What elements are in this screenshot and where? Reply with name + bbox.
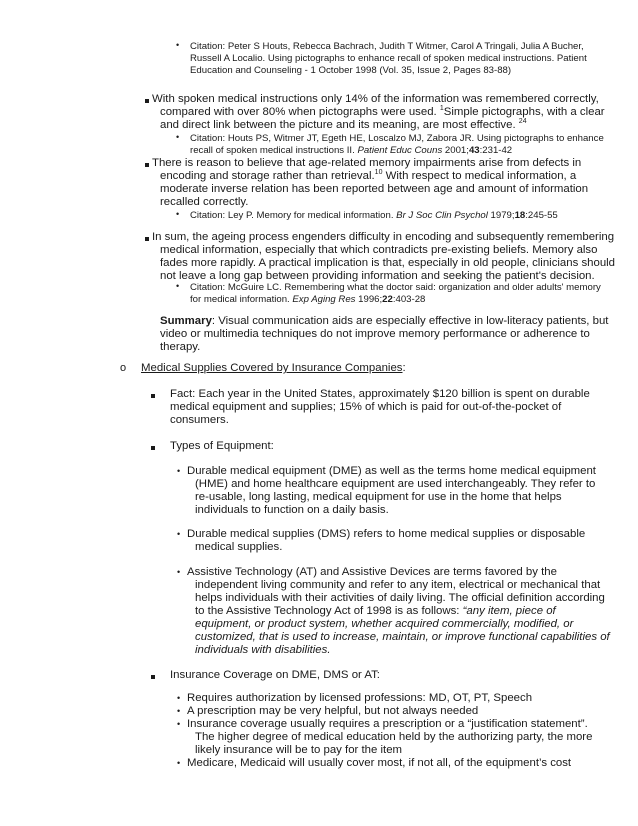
- age-memory-line-3: moderate inverse relation has been reported between age and amount of information: [160, 183, 589, 195]
- bullet-dot-icon: •: [177, 693, 181, 703]
- bullet-dot-icon: •: [176, 209, 180, 219]
- bullet-dot-icon: •: [177, 466, 181, 476]
- citation-line: Citation: Houts PS, Witmer JT, Egeth HE, Loscalzo MJ, Zabora JR. Using pictographs to enhance: [190, 133, 604, 144]
- citation-line: recall of spoken medical instructions II. Patient Educ Couns 2001;43:231-42: [190, 145, 513, 156]
- bullet-dot-icon: •: [177, 758, 181, 768]
- dms-line-2: medical supplies.: [195, 541, 283, 553]
- square-bullet-icon: [151, 446, 155, 450]
- citation-line: Citation: McGuire LC. Remembering what the doctor said: organization and older adults' memory: [190, 282, 601, 293]
- coverage-item-cont: The higher degree of medical education held by the authorizing party, the more: [195, 731, 593, 743]
- ageing-line-2: medical information, especially that which contradicts pre-existing beliefs. Memory also: [160, 244, 598, 256]
- ageing-line-4: not leave a long gap between providing information and seeking the patient's decision.: [160, 270, 595, 282]
- coverage-heading: Insurance Coverage on DME, DMS or AT:: [170, 669, 380, 681]
- square-bullet-icon: [145, 99, 149, 103]
- dms-line-1: Durable medical supplies (DMS) refers to home medical supplies or disposable: [187, 528, 586, 540]
- types-heading: Types of Equipment:: [170, 440, 274, 452]
- age-memory-line-4: recalled correctly.: [160, 196, 249, 208]
- at-line-6: customized, that is used to increase, maintain, or improve functional capabilities of: [195, 631, 610, 643]
- fact-line-1: Fact: Each year in the United States, approximately $120 billion is spent on durable: [170, 388, 590, 400]
- at-line-1: Assistive Technology (AT) and Assistive Devices are terms favored by the: [187, 566, 557, 578]
- fact-line-2: medical equipment and supplies; 15% of which is paid for out-of-the-pocket of: [170, 401, 562, 413]
- at-line-3: helps individuals with their activities of daily living. The official definition according: [195, 592, 605, 604]
- dme-line-4: individuals to function on a daily basis.: [195, 504, 389, 516]
- bullet-dot-icon: •: [176, 132, 180, 142]
- summary-line-3: therapy.: [160, 341, 201, 353]
- citation-line: for medical information. Exp Aging Res 1996;22:403-28: [190, 294, 426, 305]
- age-memory-line-1: There is reason to believe that age-related memory impairments arise from defects in: [152, 157, 582, 169]
- circle-bullet-icon: o: [120, 362, 127, 374]
- square-bullet-icon: [151, 394, 155, 398]
- dme-line-3: re-usable, long lasting, medical equipment for use in the home that helps: [195, 491, 562, 503]
- age-memory-line-2: encoding and storage rather than retrieval.$^{10}$ With respect to medical information, a: [160, 169, 577, 182]
- dme-line-2: (HME) and home healthcare equipment are used interchangeably. They refer to: [195, 478, 596, 490]
- coverage-item: A prescription may be very helpful, but not always needed: [187, 705, 479, 717]
- bullet-dot-icon: •: [177, 567, 181, 577]
- pictographs-line-3: and direct link between the picture and its meaning, are most effective. $^{24}$: [160, 118, 527, 131]
- summary-line-2: video or multimedia techniques do not improve memory performance or adherence to: [160, 328, 590, 340]
- square-bullet-icon: [151, 675, 155, 679]
- coverage-item: Insurance coverage usually requires a prescription or a “justification statement”.: [187, 718, 588, 730]
- citation-line: Citation: Peter S Houts, Rebecca Bachrach, Judith T Witmer, Carol A Tringali, Julia A Bucher,: [190, 41, 584, 52]
- coverage-item: Requires authorization by licensed professions: MD, OT, PT, Speech: [187, 692, 533, 704]
- ageing-line-1: In sum, the ageing process engenders difficulty in encoding and subsequently remembering: [152, 231, 615, 243]
- bullet-dot-icon: •: [177, 706, 181, 716]
- fact-line-3: consumers.: [170, 414, 229, 426]
- at-line-5: equipment, or product system, whether acquired commercially, modified, or: [195, 618, 574, 630]
- coverage-item-cont: likely insurance will be to pay for the item: [195, 744, 403, 756]
- bullet-dot-icon: •: [176, 281, 180, 291]
- citation-line: Education and Counseling - 1 October 1998 (Vol. 35, Issue 2, Pages 83-88): [190, 65, 512, 76]
- coverage-item: Medicare, Medicaid will usually cover most, if not all, of the equipment’s cost: [187, 757, 572, 769]
- dme-line-1: Durable medical equipment (DME) as well as the terms home medical equipment: [187, 465, 596, 477]
- pictographs-line-1: With spoken medical instructions only 14% of the information was remembered correctly,: [152, 93, 599, 105]
- bullet-dot-icon: •: [177, 719, 181, 729]
- at-line-7: individuals with disabilities.: [195, 644, 331, 656]
- pictographs-line-2: compared with over 80% when pictographs were used. $^1$Simple pictographs, with a clear: [160, 105, 605, 118]
- citation-line: Citation: Ley P. Memory for medical information. Br J Soc Clin Psychol 1979;18:245-55: [190, 210, 558, 221]
- bullet-dot-icon: •: [176, 40, 180, 50]
- bullet-dot-icon: •: [177, 529, 181, 539]
- section-heading: Medical Supplies Covered by Insurance Companies:: [141, 362, 406, 374]
- at-line-4: to the Assistive Technology Act of 1998 is as follows: “any item, piece of: [195, 605, 556, 617]
- square-bullet-icon: [145, 237, 149, 241]
- at-line-2: independent living community and refer to any item, electrical or mechanical that: [195, 579, 601, 591]
- square-bullet-icon: [145, 163, 149, 167]
- ageing-line-3: fades more rapidly. A practical implication is that, especially in old people, clinicians should: [160, 257, 616, 269]
- summary-line-1: Summary: Visual communication aids are especially effective in low-literacy patients, but: [160, 315, 609, 327]
- citation-line: Russell A Localio. Using pictographs to enhance recall of spoken medical instructions. Patient: [190, 53, 587, 64]
